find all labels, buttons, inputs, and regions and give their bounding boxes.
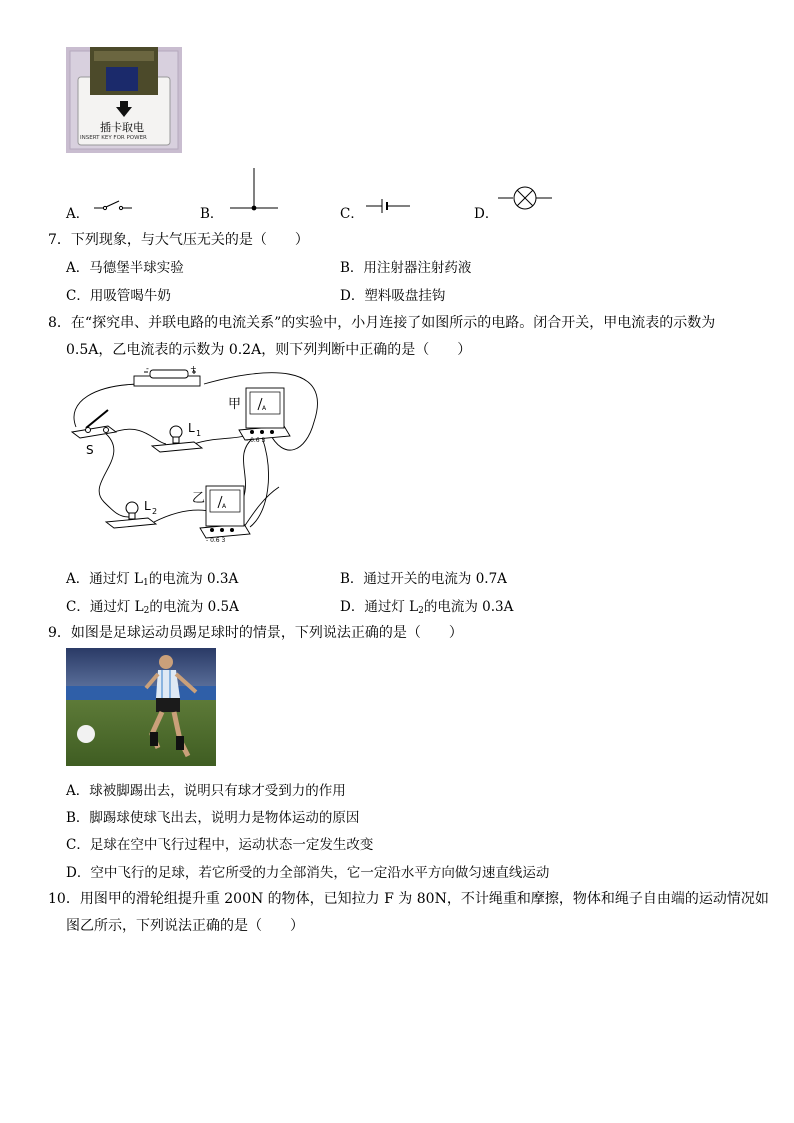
q6-option-c-label: C． [340, 206, 364, 222]
card-slot-photo [66, 47, 182, 153]
q8-option-d-post: 的电流为 0.3A [423, 599, 514, 615]
q8-option-a [66, 567, 238, 588]
q9-stem: 9．如图是足球运动员踢足球时的情景，下列说法正确的是（ ） [48, 625, 463, 641]
battery-minus-sign: - [146, 364, 149, 373]
q6-option-d-label: D． [474, 206, 499, 222]
q9-option-d: D．空中飞行的足球，若它所受的力全部消失，它一定沿水平方向做匀速直线运动 [66, 865, 550, 881]
card-slot-label: 插卡取电 [100, 121, 144, 134]
q9-option-c: C．足球在空中飞行过程中，运动状态一定发生改变 [66, 837, 374, 853]
q8-option-c [66, 595, 239, 616]
ammeter-jia-scale: - 0.6 3 [246, 437, 266, 444]
q7-option-b: B．用注射器注射药液 [340, 260, 472, 276]
ammeter-jia-dial-label: A [262, 405, 267, 412]
switch-s-label: S [86, 443, 94, 457]
football-photo [66, 648, 216, 766]
q8-stem-line2: 0.5A，乙电流表的示数为 0.2A，则下列判断中正确的是（ ） [66, 342, 472, 358]
q10-stem-line1: 10．用图甲的滑轮组提升重 200N 的物体，已知拉力 F 为 80N，不计绳重和摩擦，物体和绳子自由端的运动情况如 [48, 891, 769, 907]
ammeter-yi-label: 乙 [192, 491, 206, 506]
q8-option-c-sub: 2 [143, 606, 150, 616]
battery-plus-sign: + [190, 364, 197, 373]
q7-option-c: C．用吸管喝牛奶 [66, 288, 171, 304]
q8-option-c-pre: C．通过灯 L [66, 599, 144, 615]
q10-stem-line2: 图乙所示，下列说法正确的是（ ） [66, 918, 304, 934]
q8-option-a-sub: 1 [143, 578, 149, 588]
q8-option-d-sub: 2 [418, 606, 424, 616]
card-slot-sublabel: INSERT KEY FOR POWER [80, 135, 147, 141]
q7-option-d: D．塑料吸盘挂钩 [340, 288, 446, 304]
lamp-l1-subscript: 1 [196, 429, 202, 438]
q8-option-d [340, 595, 513, 616]
q7-option-a: A．马德堡半球实验 [66, 260, 184, 276]
q8-option-b: B．通过开关的电流为 0.7A [340, 571, 507, 587]
q8-option-c-post: 的电流为 0.5A [149, 599, 239, 615]
battery-symbol-icon [364, 196, 412, 216]
football-player-illustration [66, 648, 216, 766]
lamp-symbol-icon [496, 186, 554, 212]
ammeter-yi-scale: - 0.6 3 [206, 537, 226, 544]
q6-option-a-label: A． [66, 206, 90, 222]
ammeter-yi-dial-label: A [222, 503, 227, 510]
ammeter-jia-label: 甲 [228, 397, 242, 412]
switch-symbol-icon [92, 196, 134, 216]
q8-stem-line1: 8．在“探究串、并联电路的电流关系”的实验中，小月连接了如图所示的电路。闭合开关，甲电流表的示数为 [48, 315, 716, 331]
q8-option-d-pre: D．通过灯 L [340, 599, 419, 615]
q9-option-a: A．球被脚踢出去，说明只有球才受到力的作用 [66, 783, 346, 799]
circuit-figure [64, 362, 324, 552]
q9-option-b: B．脚踢球使球飞出去，说明力是物体运动的原因 [66, 810, 360, 826]
q6-option-b-label: B． [200, 206, 224, 222]
q8-option-a-post: 的电流为 0.3A [148, 571, 239, 587]
q8-option-a-pre: A．通过灯 L [66, 571, 144, 587]
lamp-l2-subscript: 2 [152, 507, 158, 516]
lamp-l1-letter: L [188, 421, 195, 435]
lamp-l2-letter: L [144, 499, 151, 513]
wire-junction-symbol-icon [228, 166, 280, 214]
q7-stem: 7．下列现象，与大气压无关的是（ ） [48, 232, 309, 248]
